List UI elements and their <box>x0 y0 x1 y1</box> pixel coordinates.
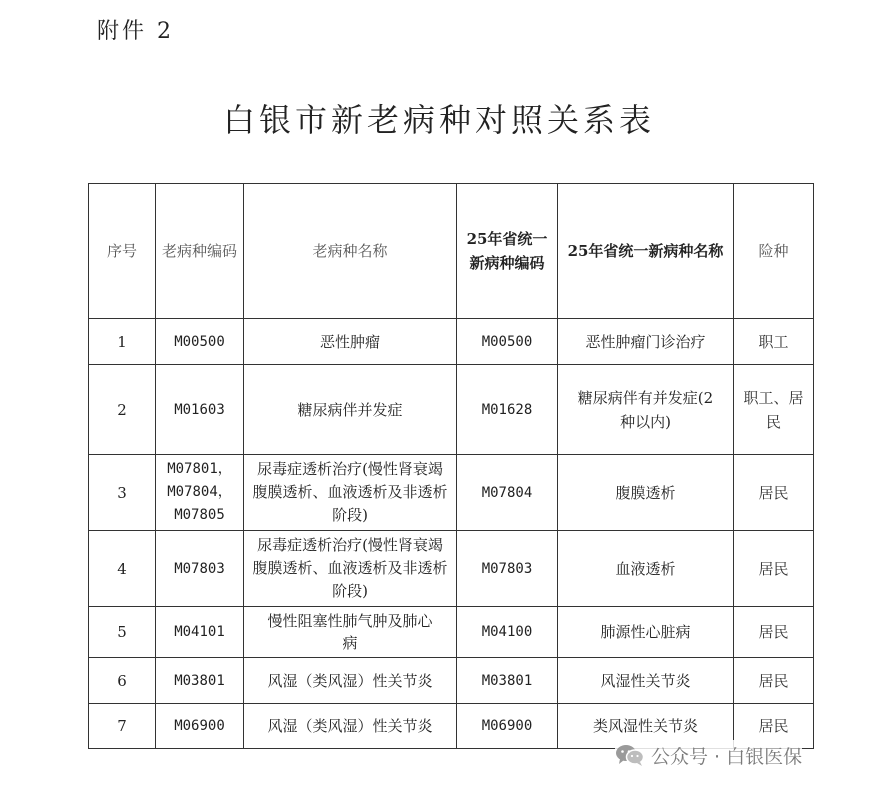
cell-new-code: M04100 <box>457 607 558 658</box>
wechat-icon <box>615 743 645 767</box>
cell-new-code: M07803 <box>457 531 558 607</box>
cell-insurance: 职工 <box>734 319 814 365</box>
cell-old-name: 慢性阻塞性肺气肿及肺心病 <box>244 607 457 658</box>
cell-insurance: 居民 <box>734 607 814 658</box>
table-row <box>89 531 814 607</box>
cell-index: 1 <box>89 319 156 365</box>
cell-new-code: M01628 <box>457 365 558 455</box>
cell-old-name: 风湿（类风湿）性关节炎 <box>244 704 457 749</box>
cell-insurance: 居民 <box>734 455 814 531</box>
cell-old-code: M04101 <box>156 607 244 658</box>
watermark <box>615 740 802 770</box>
cell-new-name: 腹膜透析 <box>558 455 734 531</box>
cell-new-name: 类风湿性关节炎 <box>558 704 734 749</box>
cell-old-name: 尿毒症透析治疗(慢性肾衰竭腹膜透析、血液透析及非透析阶段) <box>244 455 457 531</box>
cell-old-name: 恶性肿瘤 <box>244 319 457 365</box>
table-row <box>89 658 814 704</box>
cell-old-code: M00500 <box>156 319 244 365</box>
cell-insurance: 居民 <box>734 704 814 749</box>
cell-new-code: M03801 <box>457 658 558 704</box>
cell-old-name: 风湿（类风湿）性关节炎 <box>244 658 457 704</box>
header-old-name: 老病种名称 <box>244 184 457 319</box>
cell-old-name: 糖尿病伴并发症 <box>244 365 457 455</box>
cell-new-name: 肺源性心脏病 <box>558 607 734 658</box>
table-row <box>89 319 814 365</box>
cell-new-code: M07804 <box>457 455 558 531</box>
watermark-text: 公众号 · 白银医保 <box>651 745 803 768</box>
cell-index: 2 <box>89 365 156 455</box>
cell-index: 7 <box>89 704 156 749</box>
cell-new-name: 糖尿病伴有并发症(2种以内) <box>558 365 734 455</box>
header-new-code: 25年省统一新病种编码 <box>457 184 558 319</box>
table-row <box>89 365 814 455</box>
cell-new-name: 风湿性关节炎 <box>558 658 734 704</box>
table-row <box>89 455 814 531</box>
header-index: 序号 <box>89 184 156 319</box>
cell-insurance: 职工、居民 <box>734 365 814 455</box>
cell-new-code: M06900 <box>457 704 558 749</box>
cell-old-code: M03801 <box>156 658 244 704</box>
cell-index: 5 <box>89 607 156 658</box>
cell-new-name: 血液透析 <box>558 531 734 607</box>
cell-insurance: 居民 <box>734 658 814 704</box>
attachment-label: 附件 2 <box>97 19 174 44</box>
cell-index: 3 <box>89 455 156 531</box>
cell-old-code: M01603 <box>156 365 244 455</box>
cell-old-name: 尿毒症透析治疗(慢性肾衰竭腹膜透析、血液透析及非透析阶段) <box>244 531 457 607</box>
cell-old-code: M07801，M07804，M07805 <box>156 455 244 531</box>
table-header-row <box>89 184 814 319</box>
cell-old-code: M06900 <box>156 704 244 749</box>
cell-new-code: M00500 <box>457 319 558 365</box>
header-new-name: 25年省统一新病种名称 <box>558 184 734 319</box>
page-title: 白银市新老病种对照关系表 <box>222 101 655 139</box>
cell-index: 6 <box>89 658 156 704</box>
disease-mapping-table <box>88 183 814 749</box>
cell-insurance: 居民 <box>734 531 814 607</box>
table-row <box>89 607 814 658</box>
header-old-code: 老病种编码 <box>156 184 244 319</box>
cell-old-code: M07803 <box>156 531 244 607</box>
cell-new-name: 恶性肿瘤门诊治疗 <box>558 319 734 365</box>
cell-index: 4 <box>89 531 156 607</box>
header-insurance: 险种 <box>734 184 814 319</box>
